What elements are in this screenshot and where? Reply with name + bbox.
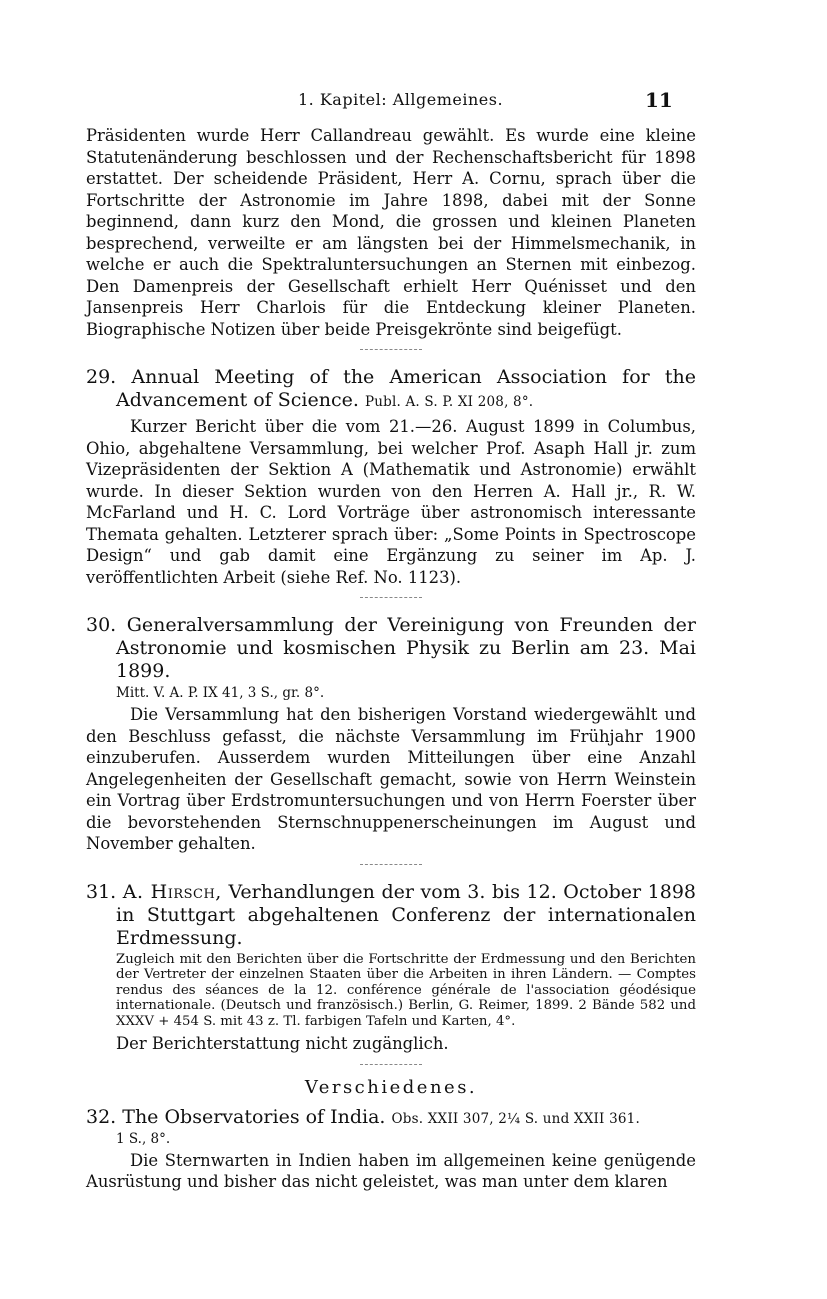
entry-heading: Generalversammlung der Vereinigung von Freunden der Astronomie und kosmischen Physik zu Berlin am 23. Mai 1899.: [116, 614, 696, 682]
page-header: [0, 90, 827, 116]
entry-number: 29.: [86, 366, 117, 388]
entry-author: A. Hirsch,: [122, 880, 222, 903]
entry-body: Die Sternwarten in Indien haben im allgemeinen keine genügende Ausrüstung und bisher das nicht geleistet, was man unter dem klaren: [86, 1150, 696, 1191]
entry-30: [86, 614, 696, 855]
running-title: 1. Kapitel: Allgemeines.: [298, 90, 504, 109]
entry-31: [86, 881, 696, 1055]
separator: [360, 864, 422, 865]
entry-reference: Mitt. V. A. P. IX 41, 3 S., gr. 8°.: [116, 685, 325, 701]
entry-number: 32.: [86, 1105, 117, 1128]
entry-32: [86, 1106, 696, 1193]
entry-title: [86, 614, 696, 683]
entry-title: [86, 881, 696, 950]
entry-reference: Zugleich mit den Berichten über die Fortschritte der Erdmessung und den Berichten der Vertreter der einzelnen Staaten über die Arbeiten in ihren Ländern. — Comptes rendus des séances de la 12. conférence générale de l'association géodésique internationale. (Deutsch und französisch.) Berlin, G. Reimer, 1899. 2 Bände 582 und XXXV + 454 S. mit 43 z. Tl. farbigen Tafeln und Karten, 4°.: [116, 951, 696, 1029]
entry-reference: Obs. XXII 307, 2¼ S. und XXII 361.: [391, 1110, 640, 1127]
separator: [360, 349, 422, 350]
entry-heading: The Observatories of India.: [122, 1105, 386, 1128]
entry-reference-cont: 1 S., 8°.: [116, 1130, 171, 1147]
page-number: 11: [645, 88, 673, 112]
section-heading: Verschiedenes.: [304, 1076, 478, 1098]
entry-reference: Publ. A. S. P. XI 208, 8°.: [364, 394, 534, 410]
entry-number: 31.: [86, 880, 117, 903]
entry-heading: Annual Meeting of the American Association for the Advancement of Science.: [116, 366, 696, 411]
separator: [360, 1064, 422, 1065]
entry-title: [86, 1106, 696, 1131]
separator: [360, 597, 422, 598]
entry-title: [86, 366, 696, 414]
page-body: [86, 125, 696, 1193]
entry-29: [86, 366, 696, 588]
entry-body: Die Versammlung hat den bisherigen Vorstand wiedergewählt und den Beschluss gefasst, die nächste Versammlung im Frühjahr 1900 einzuberufen. Ausserdem wurden Mitteilungen über eine Anzahl Angelegenheiten der Gesellschaft gemacht, sowie von Herrn Weinstein ein Vortrag über Erdstromuntersuchungen und von Herrn Foerster über die bevorstehenden Sternschnuppenerscheinungen im August und November gehalten.: [86, 705, 696, 853]
intro-paragraph: Präsidenten wurde Herr Callandreau gewählt. Es wurde eine kleine Statutenänderung beschlossen und der Rechenschaftsbericht für 1898 erstattet. Der scheidende Präsident, Herr A. Cornu, sprach über die Fortschritte der Astronomie im Jahre 1898, dabei mit der Sonne beginnend, dann kurz den Mond, die grossen und kleinen Planeten besprechend, verweilte er am längsten bei der Himmelsmechanik, in welche er auch die Spektraluntersuchungen an Sternen mit einbezog. Den Damenpreis der Gesellschaft erhielt Herr Quénisset und den Jansenpreis Herr Charlois für die Entdeckung kleiner Planeten. Biographische Notizen über beide Preisgekrönte sind beigefügt.: [86, 126, 696, 339]
entry-number: 30.: [86, 614, 117, 636]
entry-heading: Verhandlungen der vom 3. bis 12. October 1898 in Stuttgart abgehaltenen Conferenz der internationalen Erdmessung.: [116, 880, 697, 949]
entry-body: Kurzer Bericht über die vom 21.—26. August 1899 in Columbus, Ohio, abgehaltene Versammlung, bei welcher Prof. Asaph Hall jr. zum Vizepräsidenten der Sektion A (Mathematik und Astronomie) erwählt wurde. In dieser Sektion wurden von den Herren A. Hall jr., R. W. McFarland und H. C. Lord Vorträge über astronomisch interessante Themata gehalten. Letzterer sprach über: „Some Points in Spectroscope Design“ und gab damit eine Ergänzung zu seiner im Ap. J. veröffentlichten Arbeit (siehe Ref. No. 1123).: [86, 417, 696, 587]
entry-body: Der Berichterstattung nicht zugänglich.: [116, 1034, 449, 1053]
